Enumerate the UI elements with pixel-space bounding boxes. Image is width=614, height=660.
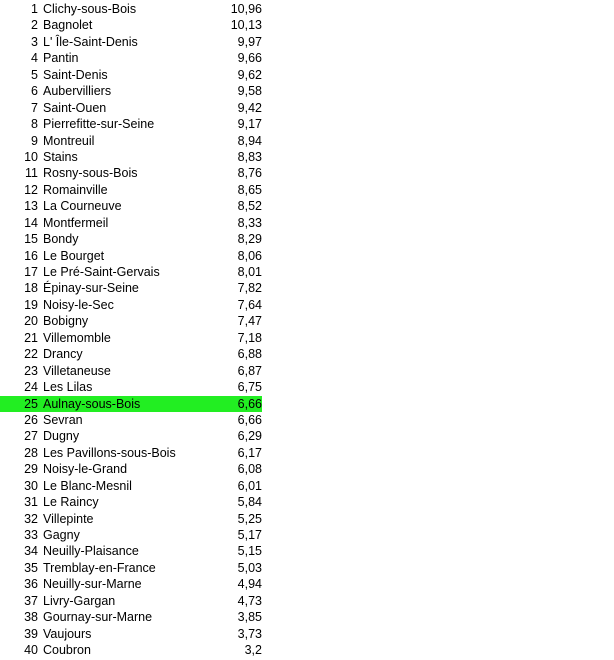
rank-cell: 35 <box>24 560 38 575</box>
city-cell: Bagnolet <box>43 18 93 33</box>
value-cell: 9,42 <box>237 100 262 115</box>
table-row <box>0 527 262 543</box>
table-row <box>0 182 262 198</box>
table-row <box>0 116 262 132</box>
table-row <box>0 50 262 66</box>
rank-cell: 13 <box>24 199 38 214</box>
table-row <box>0 346 262 362</box>
city-cell: L' Île-Saint-Denis <box>43 34 138 49</box>
table-row <box>0 17 262 33</box>
ranking-table <box>0 1 262 659</box>
city-cell: La Courneuve <box>43 199 122 214</box>
city-cell: Noisy-le-Sec <box>43 297 114 312</box>
value-cell: 8,52 <box>237 199 262 214</box>
value-cell: 7,64 <box>237 297 262 312</box>
value-cell: 6,08 <box>237 462 262 477</box>
table-row <box>0 215 262 231</box>
value-cell: 6,66 <box>237 412 262 427</box>
city-cell: Dugny <box>43 429 80 444</box>
city-cell: Livry-Gargan <box>43 593 116 608</box>
city-cell: Gournay-sur-Marne <box>43 610 153 625</box>
value-cell: 8,94 <box>237 133 262 148</box>
city-cell: Le Pré-Saint-Gervais <box>43 265 160 279</box>
table-row <box>0 313 262 329</box>
value-cell: 9,58 <box>237 84 262 99</box>
value-cell: 8,83 <box>237 149 262 164</box>
value-cell: 6,01 <box>237 478 262 493</box>
city-cell: Tremblay-en-France <box>43 560 156 575</box>
rank-cell: 16 <box>24 248 38 263</box>
table-row <box>0 642 262 658</box>
table-row <box>0 412 262 428</box>
table-row <box>0 428 262 444</box>
city-cell: Coubron <box>43 643 91 658</box>
rank-cell: 34 <box>24 544 38 559</box>
value-cell: 6,66 <box>237 396 262 411</box>
value-cell: 7,47 <box>237 314 262 329</box>
table-row <box>0 34 262 50</box>
city-cell: Sevran <box>43 412 83 427</box>
table-row <box>0 100 262 116</box>
city-cell: Le Blanc-Mesnil <box>43 478 132 493</box>
value-cell: 7,18 <box>237 330 262 345</box>
city-cell: Montreuil <box>43 133 95 148</box>
rank-cell: 19 <box>24 297 38 312</box>
rank-cell: 12 <box>24 182 38 197</box>
value-cell: 8,33 <box>237 215 262 230</box>
value-cell: 3,73 <box>237 626 262 641</box>
rank-cell: 22 <box>24 347 38 362</box>
rank-cell: 9 <box>31 133 38 148</box>
rank-cell: 5 <box>31 67 38 82</box>
rank-cell: 17 <box>24 265 38 279</box>
value-cell: 10,96 <box>230 2 262 16</box>
table-row <box>0 330 262 346</box>
city-cell: Rosny-sous-Bois <box>43 166 138 181</box>
city-cell: Saint-Ouen <box>43 100 107 115</box>
rank-cell: 20 <box>24 314 38 329</box>
city-cell: Le Raincy <box>43 495 99 510</box>
city-cell: Bondy <box>43 232 79 247</box>
rank-cell: 6 <box>31 84 38 99</box>
rank-cell: 36 <box>24 577 38 592</box>
city-cell: Gagny <box>43 528 80 542</box>
rank-cell: 11 <box>25 166 38 181</box>
table-row <box>0 198 262 214</box>
value-cell: 8,01 <box>237 265 262 279</box>
value-cell: 7,82 <box>237 281 262 296</box>
city-cell: Le Bourget <box>43 248 105 263</box>
value-cell: 4,94 <box>237 577 262 592</box>
rank-cell: 3 <box>31 34 38 49</box>
rank-cell: 38 <box>24 610 38 625</box>
value-cell: 9,66 <box>237 51 262 66</box>
rank-cell: 27 <box>24 429 38 444</box>
value-cell: 5,03 <box>237 560 262 575</box>
city-cell: Les Pavillons-sous-Bois <box>43 445 176 460</box>
table-row <box>0 543 262 559</box>
rank-cell: 4 <box>31 51 38 66</box>
value-cell: 6,75 <box>237 380 262 395</box>
rank-cell: 2 <box>31 18 38 33</box>
city-cell: Romainville <box>43 182 108 197</box>
rank-cell: 23 <box>24 363 38 378</box>
table-row <box>0 280 262 296</box>
rank-cell: 30 <box>24 478 38 493</box>
city-cell: Bobigny <box>43 314 89 329</box>
table-row <box>0 133 262 149</box>
city-cell: Villetaneuse <box>43 363 111 378</box>
rank-cell: 7 <box>31 100 38 115</box>
table-row <box>0 576 262 592</box>
rank-cell: 18 <box>24 281 38 296</box>
city-cell: Aulnay-sous-Bois <box>43 396 141 411</box>
value-cell: 8,76 <box>237 166 262 181</box>
city-cell: Les Lilas <box>43 380 93 395</box>
city-cell: Épinay-sur-Seine <box>43 281 139 296</box>
table-row <box>0 165 262 181</box>
table-row-highlighted <box>0 396 262 412</box>
table-row <box>0 560 262 576</box>
value-cell: 5,84 <box>237 495 262 510</box>
table-row <box>0 511 262 527</box>
city-cell: Drancy <box>43 347 83 362</box>
table-row <box>0 445 262 461</box>
rank-cell: 29 <box>24 462 38 477</box>
table-row <box>0 83 262 99</box>
table-row <box>0 149 262 165</box>
value-cell: 9,17 <box>237 117 262 132</box>
rank-cell: 21 <box>24 330 38 345</box>
table-row <box>0 494 262 510</box>
value-cell: 4,73 <box>237 593 262 608</box>
city-cell: Neuilly-Plaisance <box>43 544 139 559</box>
city-cell: Pierrefitte-sur-Seine <box>43 117 155 132</box>
rank-cell: 1 <box>31 2 38 16</box>
value-cell: 3,2 <box>244 643 262 658</box>
rank-cell: 33 <box>24 528 38 542</box>
table-row <box>0 626 262 642</box>
value-cell: 8,29 <box>237 232 262 247</box>
city-cell: Vaujours <box>43 626 92 641</box>
rank-cell: 25 <box>24 396 38 411</box>
city-cell: Saint-Denis <box>43 67 108 82</box>
table-row <box>0 231 262 247</box>
table-row <box>0 363 262 379</box>
rank-cell: 28 <box>24 445 38 460</box>
table-row <box>0 67 262 83</box>
value-cell: 6,17 <box>237 445 262 460</box>
rank-cell: 39 <box>24 626 38 641</box>
city-cell: Villemomble <box>43 330 111 345</box>
rank-cell: 32 <box>24 511 38 526</box>
value-cell: 9,62 <box>237 67 262 82</box>
value-cell: 5,25 <box>237 511 262 526</box>
value-cell: 6,88 <box>237 347 262 362</box>
rank-cell: 15 <box>24 232 38 247</box>
value-cell: 3,85 <box>237 610 262 625</box>
city-cell: Villepinte <box>43 511 94 526</box>
rank-cell: 26 <box>24 412 38 427</box>
value-cell: 8,65 <box>237 182 262 197</box>
rank-cell: 31 <box>24 495 38 510</box>
table-row <box>0 478 262 494</box>
value-cell: 9,97 <box>237 34 262 49</box>
table-row <box>0 1 262 17</box>
value-cell: 10,13 <box>230 18 262 33</box>
rank-cell: 8 <box>31 117 38 132</box>
city-cell: Clichy-sous-Bois <box>43 2 137 16</box>
city-cell: Noisy-le-Grand <box>43 462 128 477</box>
table-row <box>0 593 262 609</box>
value-cell: 8,06 <box>237 248 262 263</box>
rank-cell: 37 <box>24 593 38 608</box>
table-row <box>0 248 262 264</box>
value-cell: 5,17 <box>237 528 262 542</box>
rank-cell: 24 <box>24 380 38 395</box>
table-row <box>0 264 262 280</box>
city-cell: Montfermeil <box>43 215 109 230</box>
rank-cell: 40 <box>24 643 38 658</box>
table-row <box>0 379 262 395</box>
city-cell: Aubervilliers <box>43 84 112 99</box>
value-cell: 6,87 <box>237 363 262 378</box>
value-cell: 6,29 <box>237 429 262 444</box>
rank-cell: 14 <box>24 215 38 230</box>
value-cell: 5,15 <box>237 544 262 559</box>
city-cell: Stains <box>43 149 78 164</box>
city-cell: Neuilly-sur-Marne <box>43 577 142 592</box>
table-row <box>0 609 262 625</box>
table-row <box>0 461 262 477</box>
table-row <box>0 297 262 313</box>
city-cell: Pantin <box>43 51 79 66</box>
rank-cell: 10 <box>24 149 38 164</box>
